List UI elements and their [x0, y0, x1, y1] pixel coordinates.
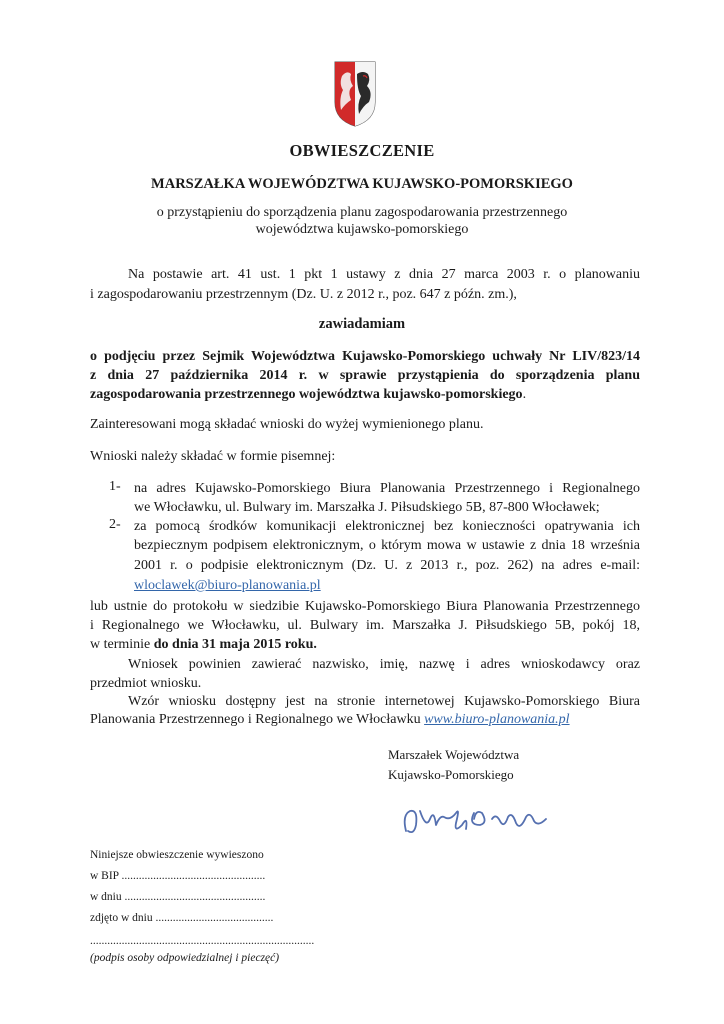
coat-of-arms-logo	[333, 60, 377, 128]
list-item-2-email-row	[134, 576, 640, 596]
oral-line-1: lub ustnie do protokołu w siedzibie Kujawsko-Pomorskiego Biura Planowania Przestrzennego	[90, 599, 640, 614]
list-item-1-line-1: na adres Kujawsko-Pomorskiego Biura Planowania Przestrzennego i Regionalnego	[134, 481, 640, 496]
list-item-2-line-2: bezpiecznym podpisem elektronicznym, o którym mowa w ustawie z dnia 18 września	[134, 538, 640, 553]
document-title: OBWIESZCZENIE	[289, 141, 435, 160]
form-intro-text: Wnioski należy składać w formie pisemnej:	[90, 449, 336, 464]
template-line-2-start: Planowania Przestrzennego i Regionalnego we Włocławku	[90, 712, 425, 727]
interested-text: Zainteresowani mogą składać wnioski do wyżej wymienionego planu.	[90, 417, 484, 432]
list-item-1-line-2: we Włocławku, ul. Bulwary im. Marszałka J. Piłsudskiego 5B, 87-800 Włocławek;	[134, 500, 600, 515]
oral-line-2: i Regionalnego we Włocławku, ul. Bulwary im. Marszałka J. Piłsudskiego 5B, pokój 18,	[90, 618, 640, 633]
signature-title-2: Kujawsko-Pomorskiego	[388, 767, 514, 782]
posting-heading: Niniejsze obwieszczenie wywieszono	[90, 849, 264, 861]
deadline-text: do dnia 31 maja 2015 roku.	[153, 637, 317, 652]
email-link[interactable]: wloclawek@biuro-planowania.pl	[134, 578, 321, 593]
decision-line-3	[90, 385, 640, 405]
content-req-line-2: przedmiot wniosku.	[90, 676, 202, 691]
basis-line-1: Na postawie art. 41 ust. 1 pkt 1 ustawy z dnia 27 marca 2003 r. o planowaniu	[128, 267, 640, 282]
decision-line-1: o podjęciu przez Sejmik Województwa Kujawsko-Pomorskiego uchwały Nr LIV/823/14	[90, 349, 640, 364]
template-line-1: Wzór wniosku dostępny jest na stronie internetowej Kujawsko-Pomorskiego Biura	[128, 694, 640, 709]
template-line-2	[90, 710, 640, 730]
posting-removed-field: zdjęto w dniu .........................................	[90, 912, 274, 924]
list-item-1-number: 1-	[109, 479, 121, 494]
handwritten-signature	[396, 795, 556, 845]
posting-signature-caption: (podpis osoby odpowiedzialnej i pieczęć)	[90, 952, 280, 964]
document-subtitle: MARSZAŁKA WOJEWÓDZTWA KUJAWSKO-POMORSKIEGO	[151, 176, 573, 192]
content-req-line-1: Wniosek powinien zawierać nazwisko, imię, nazwę i adres wnioskodawcy oraz	[128, 657, 640, 672]
posting-bip-field: w BIP ..................................................	[90, 870, 266, 882]
list-item-2-line-1: za pomocą środków komunikacji elektronicznej bez konieczności opatrywania ich	[134, 519, 640, 534]
posting-signature-dots: ..............................................................................	[90, 935, 315, 947]
posting-day-field: w dniu .................................................	[90, 891, 266, 903]
decision-line-3-bold: zagospodarowania przestrzennego województwa kujawsko-pomorskiego	[90, 387, 523, 402]
list-item-2-number: 2-	[109, 517, 121, 532]
decision-line-3-end: .	[522, 387, 527, 402]
list-item-2-line-3: 2001 r. o podpisie elektronicznym (Dz. U. z 2013 r., poz. 262) na adres e-mail:	[134, 558, 640, 573]
signature-title-1: Marszałek Województwa	[388, 747, 520, 762]
oral-line-3-start: w terminie	[90, 637, 154, 652]
basis-line-2: i zagospodarowaniu przestrzennym (Dz. U. z 2012 r., poz. 647 z późn. zm.),	[90, 287, 517, 302]
oral-line-3	[90, 635, 640, 655]
topic-line-2: województwa kujawsko-pomorskiego	[255, 222, 469, 237]
announce-heading: zawiadamiam	[318, 316, 406, 332]
topic-line-1: o przystąpieniu do sporządzenia planu zagospodarowania przestrzennego	[156, 205, 568, 220]
decision-line-2: z dnia 27 października 2014 r. w sprawie przystąpienia do sporządzenia planu	[90, 368, 640, 383]
website-link[interactable]: www.biuro-planowania.pl	[424, 712, 570, 727]
